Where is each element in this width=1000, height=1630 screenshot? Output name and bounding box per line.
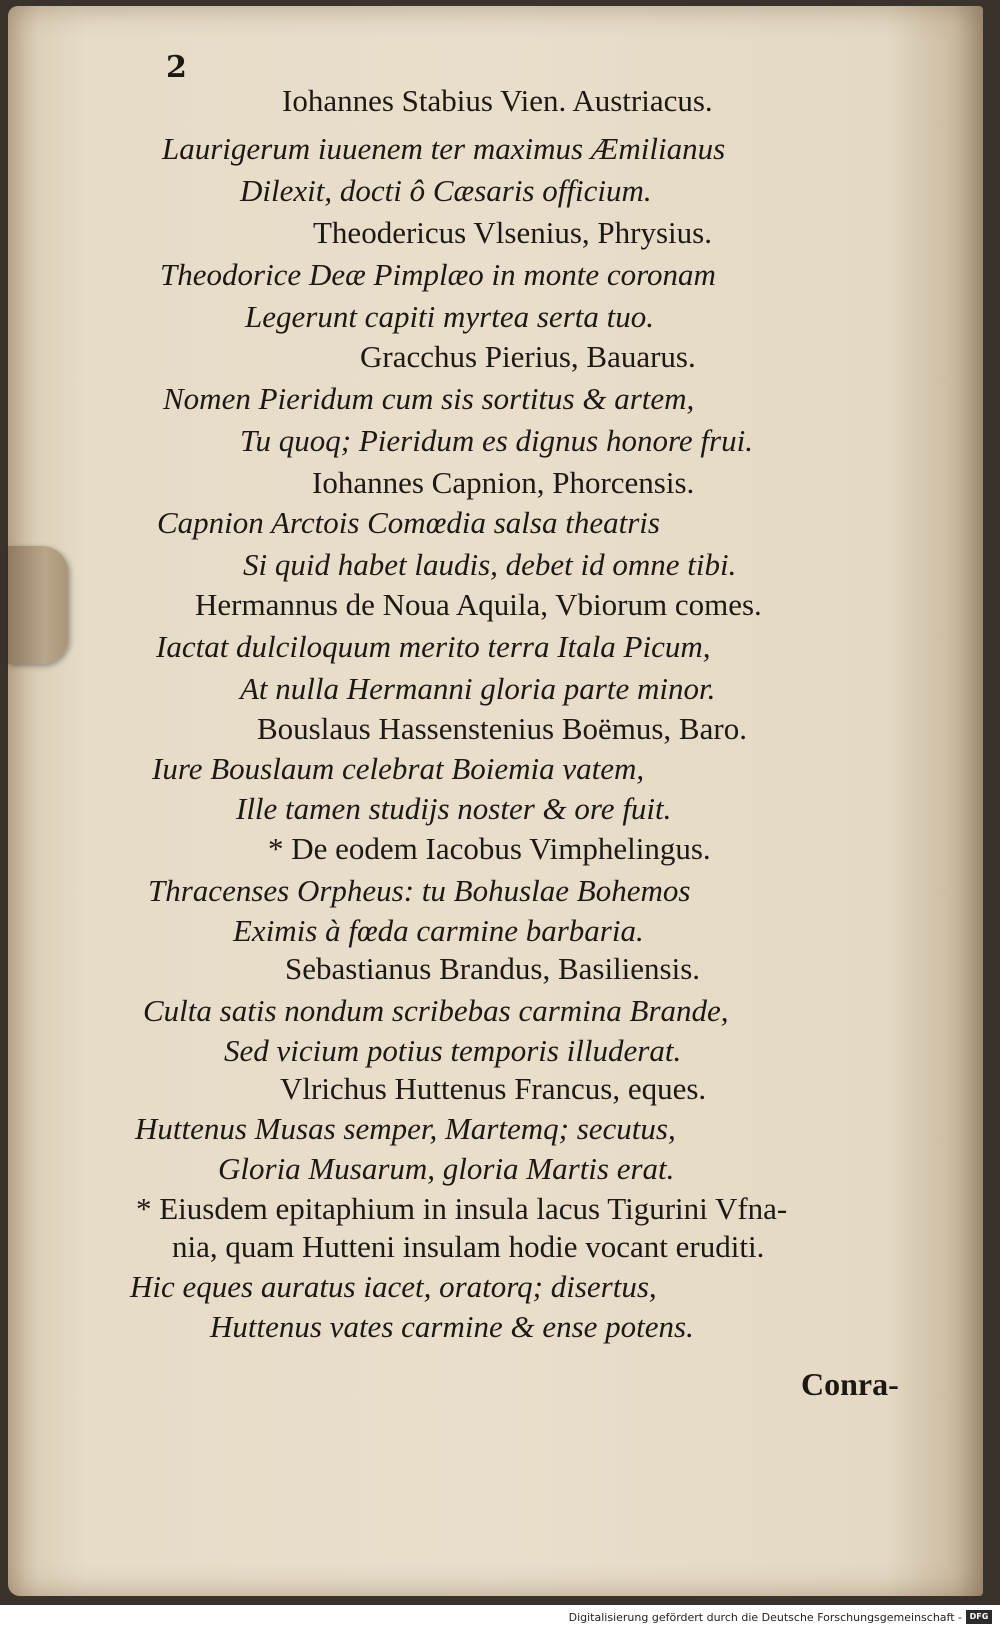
author-heading-0: Iohannes Stabius Vien. Austriacus. (282, 83, 713, 118)
verse-line-29: Hic eques auratus iacet, oratorq; disertus, (130, 1269, 657, 1304)
verse-line-30: Huttenus vates carmine & ense potens. (210, 1309, 694, 1344)
author-heading-3: Theodericus Vlsenius, Phrysius. (313, 215, 712, 250)
verse-line-4: Theodorice Deæ Pimplæo in monte coronam (160, 257, 716, 292)
verse-line-11: Si quid habet laudis, debet id omne tibi. (243, 547, 737, 582)
verse-line-22: Culta satis nondum scribebas carmina Brande, (143, 993, 729, 1028)
verse-line-17: Ille tamen studijs noster & ore fuit. (236, 791, 672, 826)
verse-line-19: Thracenses Orpheus: tu Bohuslae Bohemos (148, 873, 691, 908)
author-heading-9: Iohannes Capnion, Phorcensis. (312, 465, 695, 500)
verse-line-26: Gloria Musarum, gloria Martis erat. (218, 1151, 675, 1186)
verse-line-13: Iactat dulciloquum merito terra Itala Picum, (156, 629, 711, 664)
verse-line-25: Huttenus Musas semper, Martemq; secutus, (135, 1111, 676, 1146)
footer (0, 1605, 1000, 1630)
verse-line-16: Iure Bouslaum celebrat Boiemia vatem, (152, 751, 645, 786)
verse-line-23: Sed vicium potius temporis illuderat. (224, 1033, 682, 1068)
book-page (8, 6, 983, 1596)
author-heading-21: Sebastianus Brandus, Basiliensis. (285, 951, 701, 986)
verse-line-10: Capnion Arctois Comœdia salsa theatris (157, 505, 660, 540)
author-heading-28: nia, quam Hutteni insulam hodie vocant eruditi. (172, 1229, 765, 1264)
author-heading-24: Vlrichus Huttenus Francus, eques. (280, 1071, 707, 1106)
author-heading-15: Bouslaus Hassenstenius Boëmus, Baro. (257, 711, 747, 746)
verse-line-14: At nulla Hermanni gloria parte minor. (240, 671, 716, 706)
author-heading-18: * De eodem Iacobus Vimphelingus. (268, 831, 711, 866)
page-number: 2 (166, 50, 187, 85)
verse-line-5: Legerunt capiti myrtea serta tuo. (245, 299, 654, 334)
author-heading-12: Hermannus de Noua Aquila, Vbiorum comes. (195, 587, 762, 622)
verse-line-20: Eximis à fœda carmine barbaria. (233, 913, 644, 948)
footer-credit: Digitalisierung gefördert durch die Deutsche Forschungsgemeinschaft - (568, 1611, 962, 1624)
catchword: Conra- (801, 1366, 899, 1402)
text-block (8, 6, 983, 1596)
verse-line-8: Tu quoq; Pieridum es dignus honore frui. (240, 423, 753, 458)
author-heading-6: Gracchus Pierius, Bauarus. (360, 339, 696, 374)
author-heading-27: * Eiusdem epitaphium in insula lacus Tigurini Vfna- (136, 1191, 788, 1226)
dfg-logo-icon: DFG (966, 1610, 992, 1624)
verse-line-7: Nomen Pieridum cum sis sortitus & artem, (163, 381, 695, 416)
verse-line-1: Laurigerum iuuenem ter maximus Æmilianus (162, 131, 726, 166)
verse-line-2: Dilexit, docti ô Cæsaris officium. (240, 173, 652, 208)
